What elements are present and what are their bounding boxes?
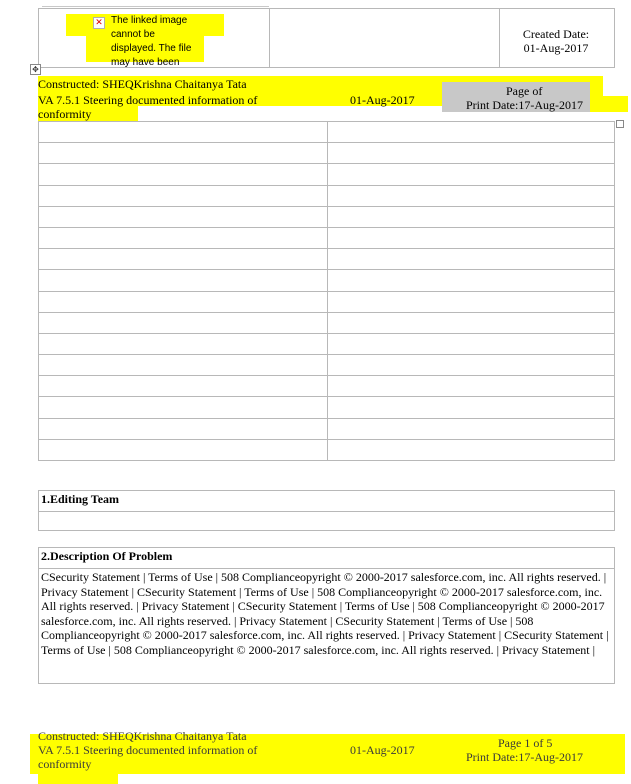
broken-image-text: The linked image cannot be displayed. The file may have been: [111, 15, 192, 68]
grid-cell[interactable]: [39, 312, 328, 333]
grid-row: [39, 439, 615, 460]
grid-cell[interactable]: [328, 418, 615, 439]
grid-cell[interactable]: [328, 397, 615, 418]
grid-cell[interactable]: [39, 185, 328, 206]
editing-team-title: 1.Editing Team: [39, 491, 615, 512]
grid-cell[interactable]: [328, 376, 615, 397]
grid-cell[interactable]: [328, 439, 615, 460]
header-doc-date: 01-Aug-2017: [350, 93, 415, 107]
grid-row: [39, 270, 615, 291]
grid-row: [39, 291, 615, 312]
table-move-handle-icon[interactable]: ✥: [30, 64, 41, 75]
grid-cell[interactable]: [328, 122, 615, 143]
editing-team-body[interactable]: [39, 512, 615, 531]
grid-row: [39, 418, 615, 439]
grid-row: [39, 206, 615, 227]
footer-print-date: Print Date:17-Aug-2017: [466, 750, 583, 764]
grid-row: [39, 355, 615, 376]
grid-cell[interactable]: [39, 397, 328, 418]
created-date-value: 01-Aug-2017: [523, 41, 589, 55]
grid-cell[interactable]: [39, 143, 328, 164]
created-date-label: Created Date:: [522, 27, 590, 41]
problem-description-title: 2.Description Of Problem: [39, 548, 615, 569]
grid-cell[interactable]: [39, 355, 328, 376]
header-constructed: Constructed: SHEQKrishna Chaitanya Tata: [38, 77, 247, 91]
footer-constructed: Constructed: SHEQKrishna Chaitanya Tata: [38, 729, 247, 743]
grid-cell[interactable]: [328, 249, 615, 270]
grid-cell[interactable]: [328, 164, 615, 185]
grid-cell[interactable]: [328, 291, 615, 312]
problem-description-section: [38, 547, 615, 684]
header-page-label: Page of: [506, 84, 543, 98]
broken-image-icon: ✕: [93, 17, 105, 29]
grid-cell[interactable]: [328, 143, 615, 164]
grid-cell[interactable]: [328, 333, 615, 354]
footer-doc-title-line1: VA 7.5.1 Steering documented information of: [38, 743, 258, 757]
grid-cell[interactable]: [39, 206, 328, 227]
footer-doc-title-line2: conformity: [38, 757, 92, 771]
grid-cell[interactable]: [39, 227, 328, 248]
grid-cell[interactable]: [39, 249, 328, 270]
header-doc-title-line2: conformity: [38, 107, 92, 121]
grid-cell[interactable]: [39, 291, 328, 312]
footer-highlight-band: [38, 774, 118, 784]
created-date: [505, 27, 607, 55]
grid-row: [39, 185, 615, 206]
grid-cell[interactable]: [39, 270, 328, 291]
header-divider-right: [499, 8, 500, 68]
content-grid-table: [38, 121, 615, 461]
grid-cell[interactable]: [39, 439, 328, 460]
footer-page-label: Page 1 of 5: [498, 736, 553, 750]
grid-cell[interactable]: [328, 185, 615, 206]
grid-row: [39, 397, 615, 418]
editing-team-section: [38, 490, 615, 531]
grid-row: [39, 143, 615, 164]
grid-cell[interactable]: [39, 418, 328, 439]
table-resize-handle[interactable]: [616, 120, 624, 128]
grid-row: [39, 333, 615, 354]
grid-cell[interactable]: [39, 333, 328, 354]
grid-cell[interactable]: [328, 227, 615, 248]
grid-cell[interactable]: [328, 270, 615, 291]
footer-doc-date: 01-Aug-2017: [350, 743, 415, 757]
header-divider-left: [269, 8, 270, 68]
header-doc-title-line1: VA 7.5.1 Steering documented information of: [38, 93, 258, 107]
grid-row: [39, 164, 615, 185]
grid-row: [39, 249, 615, 270]
grid-cell[interactable]: [39, 164, 328, 185]
grid-cell[interactable]: [39, 376, 328, 397]
grid-cell[interactable]: [328, 206, 615, 227]
problem-description-body[interactable]: CSecurity Statement | Terms of Use | 508 Complianceopyright © 2000-2017 salesforce.com, inc. All rights reserved. | Privacy Statement | CSecurity Statement | Terms of Use | 508 Complianceopyright © 2000-2017 salesforce.com, inc. All rights reserved. | Privacy Statement | CSecurity Statement | Terms of Use | 508 Complianceopyright © 2000-2017 salesforce.com, inc. All rights reserved. | Privacy Statement | CSecurity Statement | Terms of Use | 508 Complianceopyright © 2000-2017 salesforce.com, inc. All rights reserved. | Privacy Statement | CSecurity Statement | Terms of Use | 508 Complianceopyright © 2000-2017 salesforce.com, inc. All rights reserved. | Privacy Statement |: [39, 569, 615, 684]
header-print-date: Print Date:17-Aug-2017: [466, 98, 583, 112]
grid-cell[interactable]: [328, 355, 615, 376]
grid-row: [39, 227, 615, 248]
grid-row: [39, 376, 615, 397]
grid-row: [39, 122, 615, 143]
grid-cell[interactable]: [39, 122, 328, 143]
grid-cell[interactable]: [328, 312, 615, 333]
page-highlight: [590, 96, 628, 112]
grid-row: [39, 312, 615, 333]
